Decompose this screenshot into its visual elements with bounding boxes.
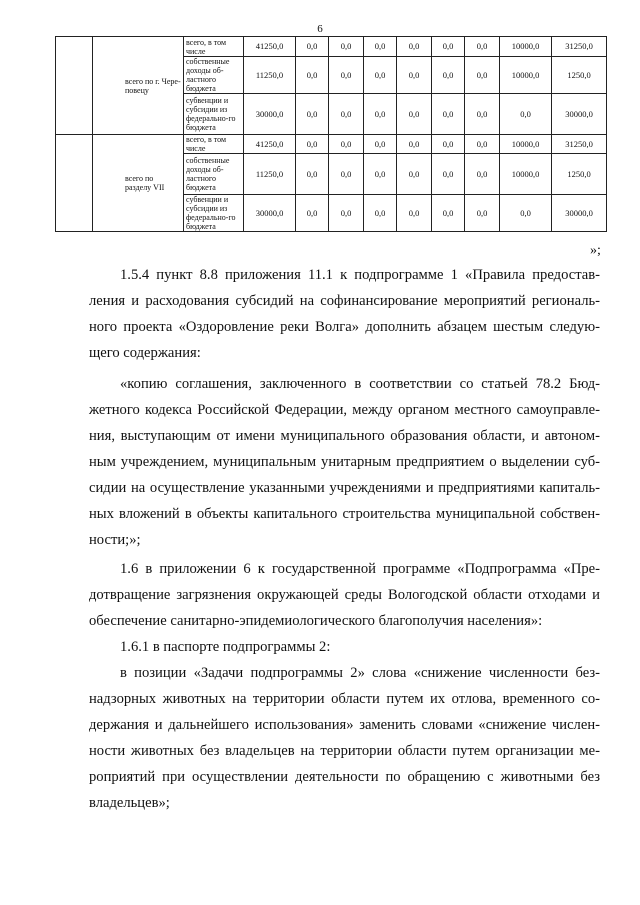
empty-cell	[56, 37, 93, 135]
value-cell: 0,0	[432, 37, 465, 57]
value-cell: 0,0	[465, 37, 500, 57]
value-cell: 0,0	[364, 154, 397, 195]
value-cell: 0,0	[329, 37, 364, 57]
funding-source: собственные доходы об-ластного бюджета	[184, 57, 244, 94]
value-cell: 0,0	[500, 195, 552, 232]
group-label: всего по разделу VII	[93, 135, 184, 232]
value-cell: 30000,0	[552, 94, 607, 135]
value-cell: 30000,0	[244, 195, 296, 232]
funding-source: субвенции и субсидии из федерально-го бюджета	[184, 94, 244, 135]
value-cell: 0,0	[364, 94, 397, 135]
funding-source: собственные доходы об-ластного бюджета	[184, 154, 244, 195]
table-row	[56, 135, 607, 154]
paragraph-1-6: 1.6 в приложении 6 к государственной программе «Подпрограмма «Пре-дотвращение загрязнения окружающей среды Вологодской области отходами и обеспечение санитарно-эпидемиологического благополучия населения»:	[89, 561, 600, 629]
value-cell: 0,0	[364, 135, 397, 154]
value-cell: 0,0	[432, 154, 465, 195]
value-cell: 0,0	[465, 57, 500, 94]
funding-source: субвенции и субсидии из федерально-го бюджета	[184, 195, 244, 232]
value-cell: 0,0	[465, 135, 500, 154]
value-cell: 0,0	[296, 94, 329, 135]
value-cell: 0,0	[432, 94, 465, 135]
empty-cell	[56, 135, 93, 232]
group-label: всего по г. Чере-повецу	[93, 37, 184, 135]
value-cell: 0,0	[465, 195, 500, 232]
value-cell: 0,0	[329, 94, 364, 135]
value-cell: 0,0	[397, 154, 432, 195]
value-cell: 0,0	[397, 195, 432, 232]
value-cell: 11250,0	[244, 154, 296, 195]
page-number: 6	[317, 23, 323, 35]
value-cell: 0,0	[329, 154, 364, 195]
value-cell: 0,0	[432, 135, 465, 154]
funding-source: всего, в том числе	[184, 37, 244, 57]
value-cell: 0,0	[296, 37, 329, 57]
value-cell: 41250,0	[244, 135, 296, 154]
value-cell: 0,0	[465, 94, 500, 135]
value-cell: 0,0	[432, 57, 465, 94]
value-cell: 31250,0	[552, 37, 607, 57]
value-cell: 31250,0	[552, 135, 607, 154]
value-cell: 30000,0	[244, 94, 296, 135]
value-cell: 10000,0	[500, 154, 552, 195]
paragraph-tasks-replacement: в позиции «Задачи подпрограммы 2» слова «снижение численности без-надзорных животных на территории области путем их отлова, временного со-держания и дальнейшего использования» заменить словами «снижение числен-ности животных без владельцев на территории области путем организации ме-роприятий при осуществлении деятельности по обращению с животными без владельцев»;	[89, 665, 600, 811]
paragraph-quoted-amendment: «копию соглашения, заключенного в соответствии со статьей 78.2 Бюд-жетного кодекса Российской Федерации, между органом местного самоуправле-ния, выступающим от имени муниципального образования области, и автоном-ным учреждением, муниципальным унитарным предприятием о выделении суб-сидии на осуществление указанными учреждениями и предприятиями капиталь-ных вложений в объекты капитального строительства муниципальной собствен-ности;»;	[89, 376, 600, 548]
value-cell: 0,0	[296, 154, 329, 195]
value-cell: 0,0	[364, 57, 397, 94]
table-closing-quote: »;	[590, 243, 601, 258]
value-cell: 41250,0	[244, 37, 296, 57]
value-cell: 0,0	[465, 154, 500, 195]
financing-table-body	[56, 37, 607, 232]
value-cell: 0,0	[364, 195, 397, 232]
funding-source: всего, в том числе	[184, 135, 244, 154]
value-cell: 0,0	[397, 37, 432, 57]
value-cell: 10000,0	[500, 37, 552, 57]
value-cell: 30000,0	[552, 195, 607, 232]
value-cell: 0,0	[296, 57, 329, 94]
paragraph-1-5-4: 1.5.4 пункт 8.8 приложения 11.1 к подпрограмме 1 «Правила предостав-ления и расходования субсидий на софинансирование мероприятий региональ-ного проекта «Оздоровление реки Волга» дополнить абзацем шестым следую-щего содержания:	[89, 267, 600, 361]
value-cell: 10000,0	[500, 135, 552, 154]
value-cell: 10000,0	[500, 57, 552, 94]
value-cell: 0,0	[397, 57, 432, 94]
value-cell: 1250,0	[552, 57, 607, 94]
value-cell: 0,0	[296, 195, 329, 232]
value-cell: 11250,0	[244, 57, 296, 94]
value-cell: 0,0	[432, 195, 465, 232]
value-cell: 0,0	[329, 57, 364, 94]
value-cell: 0,0	[329, 195, 364, 232]
value-cell: 1250,0	[552, 154, 607, 195]
value-cell: 0,0	[397, 94, 432, 135]
value-cell: 0,0	[329, 135, 364, 154]
value-cell: 0,0	[296, 135, 329, 154]
financing-table	[55, 36, 607, 232]
value-cell: 0,0	[397, 135, 432, 154]
value-cell: 0,0	[500, 94, 552, 135]
value-cell: 0,0	[364, 37, 397, 57]
paragraph-1-6-1: 1.6.1 в паспорте подпрограммы 2:	[120, 639, 331, 655]
table-row	[56, 37, 607, 57]
